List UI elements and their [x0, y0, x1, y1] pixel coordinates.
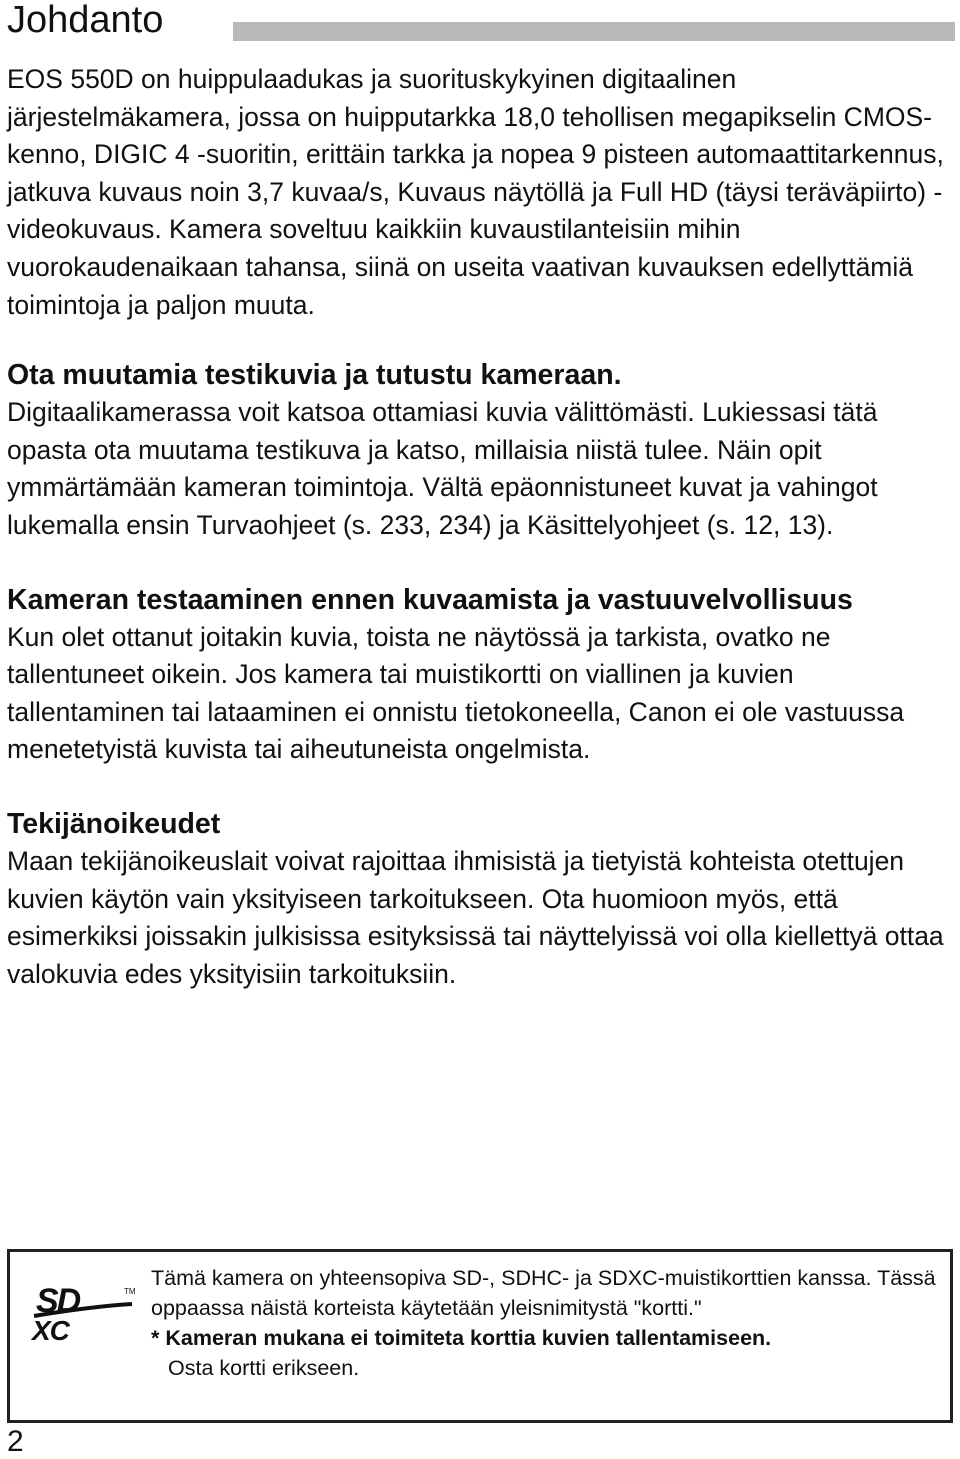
title-rule	[233, 22, 955, 41]
section-liability	[7, 581, 952, 769]
section-body: Kun olet ottanut joitakin kuvia, toista ne näytössä ja tarkista, ovatko ne tallentuneet oikein. Jos kamera tai muistikortti on viallinen ja kuvien tallentaminen tai lataaminen ei onnistu tietokoneella, Canon ei ole vastuussa menetetyistä kuvista tai aiheutuneista ongelmista.	[7, 621, 905, 765]
page-number: 2	[7, 1425, 24, 1458]
section-test-shots	[7, 356, 952, 544]
section-heading: Kameran testaaminen ennen kuvaamista ja vastuuvelvollisuus	[7, 583, 853, 616]
sd-card-notice	[7, 1249, 953, 1423]
sdxc-logo-icon	[30, 1282, 140, 1344]
svg-text:XC: XC	[32, 1315, 69, 1344]
sd-note-sub: Osta kortti erikseen.	[168, 1356, 360, 1380]
page-title: Johdanto	[7, 0, 164, 41]
intro-paragraph: EOS 550D on huippulaadukas ja suorituskykyinen digitaalinen järjestelmäkamera, jossa on huipputarkka 18,0 tehollisen megapikselin CMOS-kenno, DIGIC 4 -suoritin, erittäin tarkka ja nopea 9 pisteen automaattitarkennus, jatkuva kuvaus noin 3,7 kuvaa/s, Kuvaus näytöllä ja Full HD (täysi teräväpiirto) -videokuvaus. Kamera soveltuu kaikkiin kuvaustilanteisiin mihin vuorokaudenaikaan tahansa, siinä on useita vaativan kuvauksen edellyttämiä toimintoja ja paljon muuta.	[7, 64, 944, 320]
page-content	[7, 61, 952, 993]
section-body: Digitaalikamerassa voit katsoa ottamiasi kuvia välittömästi. Lukiessasi tätä opasta ota muutama testikuva ja katso, millaisia niistä tulee. Näin opit ymmärtämään kameran toimintoja. Vältä epäonnistuneet kuvat ja vahingot lukemalla ensin Turvaohjeet (s. 233, 234) ja Käsittelyohjeet (s. 12, 13).	[7, 397, 878, 540]
section-heading: Tekijänoikeudet	[7, 807, 221, 840]
section-copyright	[7, 805, 952, 993]
page-header	[7, 0, 955, 44]
svg-text:TM: TM	[124, 1287, 136, 1296]
sd-notice-text	[151, 1263, 941, 1383]
section-heading: Ota muutamia testikuvia ja tutustu kameraan.	[7, 359, 622, 392]
svg-text:SD: SD	[36, 1282, 80, 1320]
sd-compatibility-text: Tämä kamera on yhteensopiva SD-, SDHC- ja SDXC-muistikorttien kanssa. Tässä oppaassa näistä korteista käytetään yleisnimitystä "kortti."	[151, 1266, 936, 1320]
section-body: Maan tekijänoikeuslait voivat rajoittaa ihmisistä ja tietyistä kohteista otettujen kuvien käytön vain yksityiseen tarkoitukseen. Ota huomioon myös, että esimerkiksi joissakin julkisissa esityksissä tai näyttelyissä voi olla kiellettyä ottaa valokuvia edes yksityisiin tarkoituksiin.	[7, 845, 944, 989]
sd-note: * Kameran mukana ei toimiteta korttia kuvien tallentamiseen.	[151, 1326, 772, 1350]
